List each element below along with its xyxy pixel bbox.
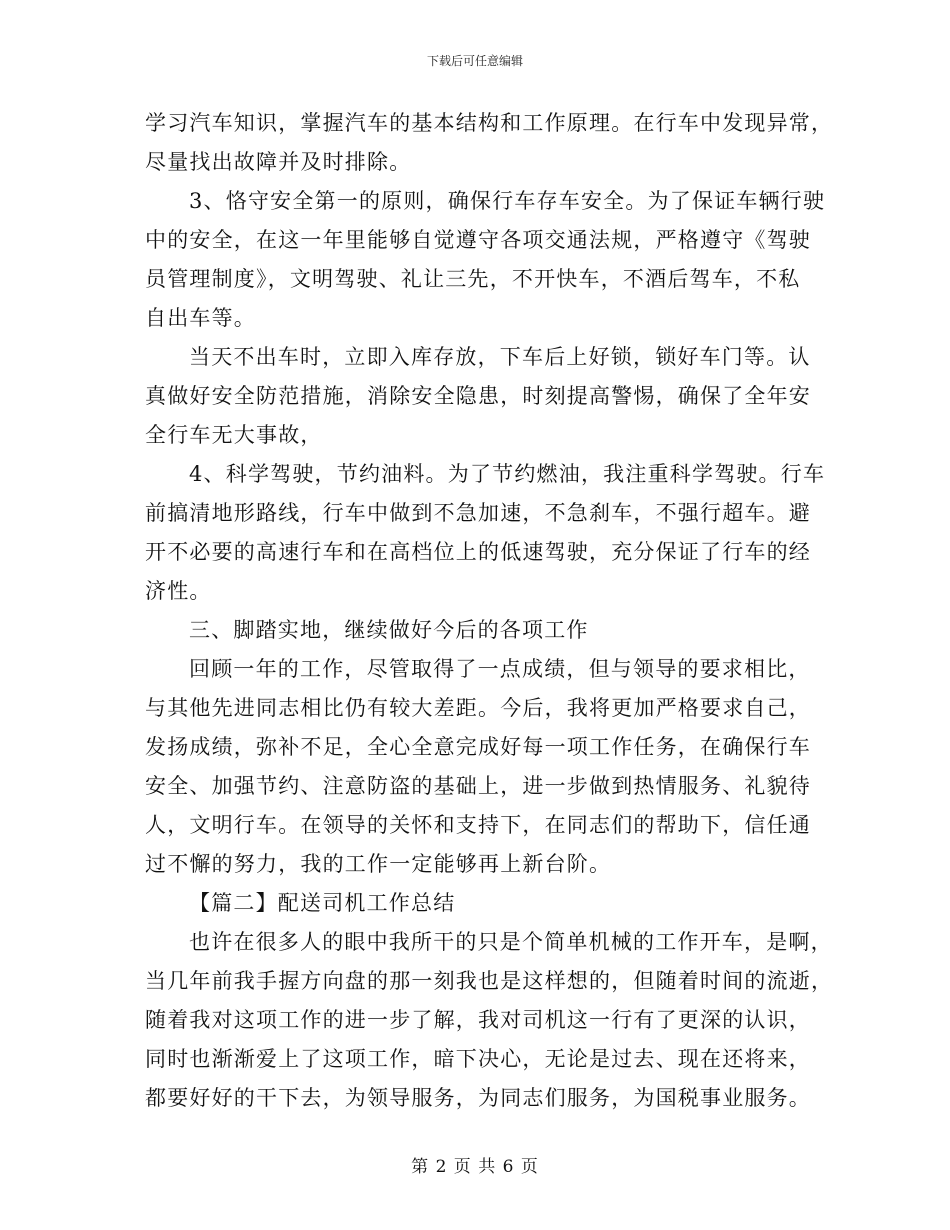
text-line: 尽量找出故障并及时排除。 bbox=[145, 150, 412, 174]
text-line: 中的安全，在这一年里能够自觉遵守各项交通法规，严格遵守《驾驶 bbox=[145, 228, 811, 252]
text-line: 都要好好的干下去，为领导服务，为同志们服务，为国税事业服务。 bbox=[145, 1086, 811, 1110]
text-line: 随着我对这项工作的进一步了解，我对司机这一行有了更深的认识， bbox=[145, 1008, 811, 1032]
text-line: 与其他先进同志相比仍有较大差距。今后，我将更加严格要求自己， bbox=[145, 696, 811, 720]
text-line: 当天不出车时，立即入库存放，下车后上好锁，锁好车门等。认 bbox=[189, 345, 811, 369]
text-line: 开不必要的高速行车和在高档位上的低速驾驶，充分保证了行车的经 bbox=[145, 540, 811, 564]
text-line: 自出车等。 bbox=[145, 306, 256, 330]
text-line: 4、科学驾驶，节约油料。为了节约燃油，我注重科学驾驶。行车 bbox=[189, 462, 826, 486]
text-line: 真做好安全防范措施，消除安全隐患，时刻提高警惕，确保了全年安 bbox=[145, 384, 811, 408]
section-heading: 三、脚踏实地，继续做好今后的各项工作 bbox=[189, 618, 589, 642]
text-line: 济性。 bbox=[145, 579, 212, 603]
text-line: 当几年前我手握方向盘的那一刻我也是这样想的，但随着时间的流逝， bbox=[145, 969, 834, 993]
text-line: 全行车无大事故， bbox=[145, 423, 323, 447]
page-number-footer: 第 2 页 共 6 页 bbox=[411, 1157, 539, 1177]
text-line: 也许在很多人的眼中我所干的只是个简单机械的工作开车，是啊， bbox=[189, 930, 833, 954]
text-line: 过不懈的努力，我的工作一定能够再上新台阶。 bbox=[145, 852, 612, 876]
text-line: 前搞清地形路线，行车中做到不急加速，不急刹车，不强行超车。避 bbox=[145, 501, 811, 525]
text-line: 发扬成绩，弥补不足，全心全意完成好每一项工作任务，在确保行车 bbox=[145, 735, 811, 759]
document-body bbox=[145, 104, 834, 1118]
text-line: 人，文明行车。在领导的关怀和支持下，在同志们的帮助下，信任通 bbox=[145, 813, 811, 837]
text-line: 安全、加强节约、注意防盗的基础上，进一步做到热情服务、礼貌待 bbox=[145, 774, 811, 798]
section-heading: 【篇二】配送司机工作总结 bbox=[189, 891, 456, 915]
text-line: 3、恪守安全第一的原则，确保行车存车安全。为了保证车辆行驶 bbox=[189, 189, 826, 213]
text-line: 同时也渐渐爱上了这项工作，暗下决心，无论是过去、现在还将来， bbox=[145, 1047, 811, 1071]
text-line: 员管理制度》，文明驾驶、礼让三先，不开快车，不酒后驾车，不私 bbox=[145, 267, 801, 291]
page-header: 下载后可任意编辑 bbox=[426, 54, 523, 68]
text-line: 回顾一年的工作，尽管取得了一点成绩，但与领导的要求相比， bbox=[189, 657, 811, 681]
text-line: 学习汽车知识，掌握汽车的基本结构和工作原理。在行车中发现异常， bbox=[145, 111, 834, 135]
